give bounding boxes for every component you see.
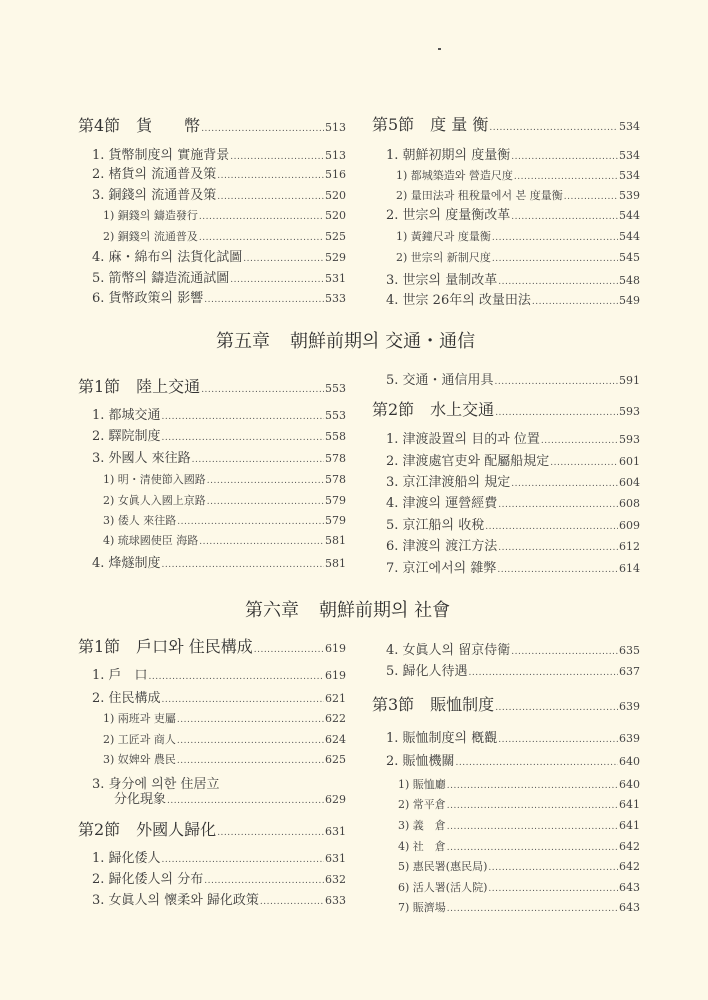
toc-label: 5) 惠民署(惠民局) xyxy=(398,860,488,873)
dot-leader xyxy=(217,829,324,838)
toc-page: 640 xyxy=(619,778,640,791)
toc-section-households[interactable] xyxy=(78,639,346,655)
dot-leader xyxy=(447,905,618,914)
toc-label: 2. 驛院制度 xyxy=(92,429,161,444)
toc-label: 第2節 水上交通 xyxy=(372,400,495,419)
toc-page: 591 xyxy=(619,374,640,387)
toc-label: 3. 外國人 來往路 xyxy=(92,451,191,466)
toc-page: 553 xyxy=(325,409,346,422)
dot-leader xyxy=(201,386,324,395)
toc-item-line2[interactable] xyxy=(114,793,346,806)
toc-label: 第3節 賑恤制度 xyxy=(372,695,495,714)
toc-subitem[interactable] xyxy=(396,190,640,202)
toc-label: 2) 常平倉 xyxy=(398,798,446,811)
toc-subitem[interactable] xyxy=(103,495,346,507)
toc-section-currency[interactable] xyxy=(78,118,346,134)
toc-label: 2) 銅錢의 流通普及 xyxy=(103,230,198,243)
toc-page: 604 xyxy=(619,476,640,489)
toc-label: 2) 女眞人入國上京路 xyxy=(103,494,206,507)
toc-page: 579 xyxy=(325,494,346,507)
dot-leader xyxy=(489,124,618,133)
dot-leader xyxy=(511,153,618,162)
toc-label: 2. 歸化倭人의 分布 xyxy=(92,872,204,887)
toc-page: 641 xyxy=(619,798,640,811)
toc-item[interactable] xyxy=(386,562,640,575)
toc-label: 5. 箭幣의 鑄造流通試圖 xyxy=(92,271,230,286)
dot-leader xyxy=(511,480,618,489)
dot-leader xyxy=(201,125,324,134)
toc-label: 1) 都城築造와 營造尺度 xyxy=(396,169,513,182)
toc-label: 1) 黃鐘尺과 度量衡 xyxy=(396,230,491,243)
toc-label: 分化現象 xyxy=(114,792,167,807)
toc-page: 553 xyxy=(325,382,346,395)
dot-leader xyxy=(492,234,618,243)
dot-leader xyxy=(230,153,324,162)
toc-item-line1[interactable]: 3. 身分에 의한 住居立 xyxy=(92,777,220,792)
dot-leader xyxy=(177,518,324,527)
toc-page: 593 xyxy=(619,433,640,446)
dot-leader xyxy=(199,234,324,243)
toc-subitem[interactable] xyxy=(398,799,640,811)
dot-leader xyxy=(498,544,618,553)
dot-leader xyxy=(207,477,324,486)
toc-page: 529 xyxy=(325,251,346,264)
toc-label: 2. 津渡處官吏와 配屬船規定 xyxy=(386,454,550,469)
toc-label: 1) 兩班과 吏屬 xyxy=(103,712,176,725)
toc-page: 643 xyxy=(619,881,640,894)
dot-leader xyxy=(495,378,618,387)
toc-item[interactable] xyxy=(92,189,346,202)
toc-page: 639 xyxy=(619,732,640,745)
toc-item[interactable] xyxy=(386,519,640,532)
toc-page: 548 xyxy=(619,274,640,287)
toc-label: 7. 京江에서의 雜弊 xyxy=(386,561,497,576)
toc-item[interactable] xyxy=(386,209,640,222)
toc-label: 5. 歸化人待遇 xyxy=(386,664,468,679)
dot-leader xyxy=(447,823,618,832)
toc-label: 1. 歸化倭人 xyxy=(92,851,161,866)
toc-item[interactable] xyxy=(386,433,640,446)
dot-leader xyxy=(162,434,324,443)
toc-label: 5. 京江船의 收稅 xyxy=(386,518,485,533)
toc-label: 1) 銅錢의 鑄造發行 xyxy=(103,209,198,222)
toc-item[interactable] xyxy=(92,557,346,570)
dot-leader xyxy=(447,802,618,811)
dot-leader xyxy=(514,173,618,182)
toc-label: 1. 朝鮮初期의 度量衡 xyxy=(386,148,511,163)
toc-item[interactable] xyxy=(92,452,346,465)
toc-label: 1) 明・清使節入國路 xyxy=(103,473,206,486)
toc-page: 619 xyxy=(325,669,346,682)
dot-leader xyxy=(162,696,324,705)
toc-subitem[interactable] xyxy=(398,902,640,914)
toc-page: 520 xyxy=(325,189,346,202)
toc-item[interactable] xyxy=(92,692,346,705)
toc-page: 632 xyxy=(325,873,346,886)
toc-label: 4) 琉球國使臣 海路 xyxy=(103,534,199,547)
chapter-heading-6[interactable] xyxy=(245,596,450,622)
chapter-heading-5[interactable] xyxy=(216,327,475,353)
dot-leader xyxy=(447,844,618,853)
toc-item[interactable] xyxy=(386,540,640,553)
toc-page: 624 xyxy=(325,733,346,746)
dot-leader xyxy=(149,673,324,682)
dot-leader xyxy=(204,877,324,886)
toc-page: 631 xyxy=(325,852,346,865)
toc-page: 513 xyxy=(325,121,346,134)
dot-leader xyxy=(495,704,618,713)
toc-label: 6) 活人署(活人院) xyxy=(398,881,488,894)
dot-leader xyxy=(488,864,618,873)
toc-page: 578 xyxy=(325,473,346,486)
toc-item[interactable] xyxy=(386,665,640,678)
toc-label: 1. 都城交通 xyxy=(92,408,161,423)
toc-item[interactable] xyxy=(386,755,640,768)
dot-leader xyxy=(498,736,618,745)
dot-leader xyxy=(511,648,618,657)
toc-page: 539 xyxy=(619,189,640,202)
toc-item[interactable] xyxy=(386,294,640,307)
toc-label: 4. 津渡의 運營經費 xyxy=(386,496,498,511)
toc-label: 3. 銅錢의 流通普及策 xyxy=(92,188,217,203)
toc-label: 4. 女眞人의 留京侍衛 xyxy=(386,643,511,658)
toc-section-naturalization[interactable] xyxy=(78,822,346,838)
toc-page: 622 xyxy=(325,712,346,725)
toc-label: 4) 社 倉 xyxy=(398,840,446,853)
toc-page: 635 xyxy=(619,644,640,657)
toc-label: 5. 交通・通信用具 xyxy=(386,373,494,388)
toc-page: 609 xyxy=(619,519,640,532)
toc-item[interactable] xyxy=(92,430,346,443)
toc-subitem[interactable] xyxy=(103,231,346,243)
dot-leader xyxy=(177,737,324,746)
toc-label: 第5節 度 量 衡 xyxy=(372,115,489,134)
toc-page: 612 xyxy=(619,540,640,553)
toc-page: 637 xyxy=(619,665,640,678)
toc-label: 2) 工匠과 商人 xyxy=(103,733,176,746)
toc-page: 534 xyxy=(619,120,640,133)
toc-label: 2. 楮貨의 流通普及策 xyxy=(92,167,217,182)
toc-page: 641 xyxy=(619,819,640,832)
toc-item[interactable] xyxy=(92,873,346,886)
toc-page: 633 xyxy=(325,894,346,907)
toc-subitem[interactable] xyxy=(103,474,346,486)
toc-subitem[interactable] xyxy=(103,754,346,766)
toc-section-weights-measures[interactable] xyxy=(372,117,640,133)
toc-item[interactable] xyxy=(92,292,346,305)
dot-leader xyxy=(260,898,324,907)
toc-section-relief[interactable] xyxy=(372,697,640,713)
toc-label: 1. 戶 口 xyxy=(92,668,148,683)
toc-subitem[interactable] xyxy=(103,535,346,547)
dot-leader xyxy=(492,255,618,264)
dot-leader xyxy=(230,276,324,285)
toc-label: 2) 量田法과 租稅量에서 본 度量衡 xyxy=(396,189,563,202)
toc-page: 581 xyxy=(325,534,346,547)
toc-page: 619 xyxy=(325,642,346,655)
toc-page: 629 xyxy=(325,793,346,806)
toc-page: 614 xyxy=(619,562,640,575)
toc-label: 1. 貨幣制度의 實施背景 xyxy=(92,148,230,163)
dot-leader xyxy=(498,501,618,510)
toc-page: 525 xyxy=(325,230,346,243)
dot-leader xyxy=(541,437,618,446)
toc-page: 642 xyxy=(619,840,640,853)
toc-item[interactable] xyxy=(92,669,346,682)
toc-label: 第1節 陸上交通 xyxy=(78,377,201,396)
dot-leader xyxy=(511,213,618,222)
chapter-number: 第五章 xyxy=(216,331,270,352)
dot-leader xyxy=(469,669,618,678)
dot-leader xyxy=(217,172,324,181)
toc-item[interactable] xyxy=(92,251,346,264)
toc-item[interactable] xyxy=(92,149,346,162)
toc-label: 3. 女眞人의 懷柔와 歸化政策 xyxy=(92,893,259,908)
toc-page: 534 xyxy=(619,149,640,162)
toc-page: 640 xyxy=(619,755,640,768)
toc-page: 581 xyxy=(325,557,346,570)
toc-page: 608 xyxy=(619,497,640,510)
toc-item[interactable] xyxy=(92,272,346,285)
toc-page: 579 xyxy=(325,514,346,527)
toc-label: 4. 麻・綿布의 法貨化試圖 xyxy=(92,250,243,265)
toc-label: 2. 住民構成 xyxy=(92,691,161,706)
dot-leader xyxy=(167,797,324,806)
toc-page: 621 xyxy=(325,692,346,705)
dot-leader xyxy=(204,296,324,305)
toc-page: 516 xyxy=(325,168,346,181)
toc-page: 544 xyxy=(619,209,640,222)
dot-leader xyxy=(243,255,324,264)
toc-label: 第4節 貨 幣 xyxy=(78,116,201,135)
dot-leader xyxy=(162,413,324,422)
toc-page: 534 xyxy=(619,169,640,182)
toc-subitem[interactable] xyxy=(398,861,640,873)
toc-page: 643 xyxy=(619,901,640,914)
toc-page: 544 xyxy=(619,230,640,243)
toc-item[interactable] xyxy=(386,149,640,162)
toc-section-water-transport[interactable] xyxy=(372,402,640,418)
toc-item[interactable] xyxy=(386,644,640,657)
toc-label: 3) 奴婢와 農民 xyxy=(103,753,176,766)
toc-subitem[interactable] xyxy=(103,713,346,725)
dot-leader xyxy=(207,498,324,507)
toc-label: 3) 義 倉 xyxy=(398,819,446,832)
toc-page: 549 xyxy=(619,294,640,307)
toc-item[interactable] xyxy=(92,894,346,907)
page-speck xyxy=(438,48,441,50)
toc-page: 545 xyxy=(619,251,640,264)
toc-subitem[interactable] xyxy=(398,779,640,791)
dot-leader xyxy=(199,213,324,222)
toc-subitem[interactable] xyxy=(396,231,640,243)
toc-page: 593 xyxy=(619,405,640,418)
toc-page: 601 xyxy=(619,455,640,468)
toc-subitem[interactable] xyxy=(398,820,640,832)
dot-leader xyxy=(498,278,618,287)
toc-label: 1. 賑恤制度의 槪觀 xyxy=(386,731,498,746)
toc-item[interactable] xyxy=(386,455,640,468)
toc-label: 6. 貨幣政策의 影響 xyxy=(92,291,204,306)
toc-item[interactable] xyxy=(386,732,640,745)
toc-item[interactable] xyxy=(92,409,346,422)
toc-subitem[interactable] xyxy=(103,210,346,222)
toc-label: 2. 世宗의 度量衡改革 xyxy=(386,208,511,223)
toc-page: 625 xyxy=(325,753,346,766)
toc-page: 558 xyxy=(325,430,346,443)
chapter-title: 朝鮮前期의 交通・通信 xyxy=(290,331,476,352)
toc-section-land-transport[interactable] xyxy=(78,379,346,395)
toc-item[interactable] xyxy=(92,168,346,181)
dot-leader xyxy=(532,298,618,307)
dot-leader xyxy=(254,646,324,655)
toc-label: 1) 賑恤廳 xyxy=(398,778,446,791)
toc-page: 513 xyxy=(325,149,346,162)
toc-subitem[interactable] xyxy=(103,734,346,746)
toc-item[interactable] xyxy=(386,274,640,287)
dot-leader xyxy=(162,856,324,865)
dot-leader xyxy=(456,759,618,768)
chapter-number: 第六章 xyxy=(245,600,299,621)
toc-label: 3) 倭人 來往路 xyxy=(103,514,177,527)
dot-leader xyxy=(192,456,324,465)
toc-label: 2. 賑恤機關 xyxy=(386,754,455,769)
toc-page: 520 xyxy=(325,209,346,222)
toc-label: 第1節 戶口와 住民構成 xyxy=(78,637,253,656)
toc-item[interactable] xyxy=(386,476,640,489)
toc-page: 639 xyxy=(619,700,640,713)
toc-label: 1. 津渡設置의 目的과 位置 xyxy=(386,432,540,447)
toc-label: 4. 世宗 26年의 改量田法 xyxy=(386,293,531,308)
dot-leader xyxy=(217,193,324,202)
dot-leader xyxy=(495,409,618,418)
toc-label: 3. 京江津渡船의 規定 xyxy=(386,475,511,490)
dot-leader xyxy=(485,523,618,532)
toc-label: 3. 世宗의 量制改革 xyxy=(386,273,498,288)
dot-leader xyxy=(177,757,324,766)
toc-label: 7) 賑濟場 xyxy=(398,901,446,914)
toc-item[interactable] xyxy=(386,374,640,387)
toc-page: 578 xyxy=(325,452,346,465)
dot-leader xyxy=(447,782,618,791)
toc-label: 第2節 外國人歸化 xyxy=(78,820,217,839)
toc-label: 6. 津渡의 渡江方法 xyxy=(386,539,498,554)
toc-page: 531 xyxy=(325,272,346,285)
toc-label: 4. 烽燧制度 xyxy=(92,556,161,571)
toc-subitem[interactable] xyxy=(103,515,346,527)
chapter-title: 朝鮮前期의 社會 xyxy=(319,600,451,621)
toc-item[interactable] xyxy=(386,497,640,510)
toc-subitem[interactable] xyxy=(396,252,640,264)
dot-leader xyxy=(199,538,324,547)
dot-leader xyxy=(177,716,324,725)
toc-page: 642 xyxy=(619,860,640,873)
dot-leader xyxy=(162,561,324,570)
dot-leader xyxy=(564,193,618,202)
toc-page: 631 xyxy=(325,825,346,838)
toc-label: 2) 世宗의 新制尺度 xyxy=(396,251,491,264)
toc-subitem[interactable] xyxy=(396,170,640,182)
dot-leader xyxy=(497,566,618,575)
toc-item[interactable] xyxy=(92,852,346,865)
dot-leader xyxy=(488,885,618,894)
toc-subitem[interactable] xyxy=(398,841,640,853)
toc-page: 533 xyxy=(325,292,346,305)
toc-subitem[interactable] xyxy=(398,882,640,894)
dot-leader xyxy=(550,459,618,468)
